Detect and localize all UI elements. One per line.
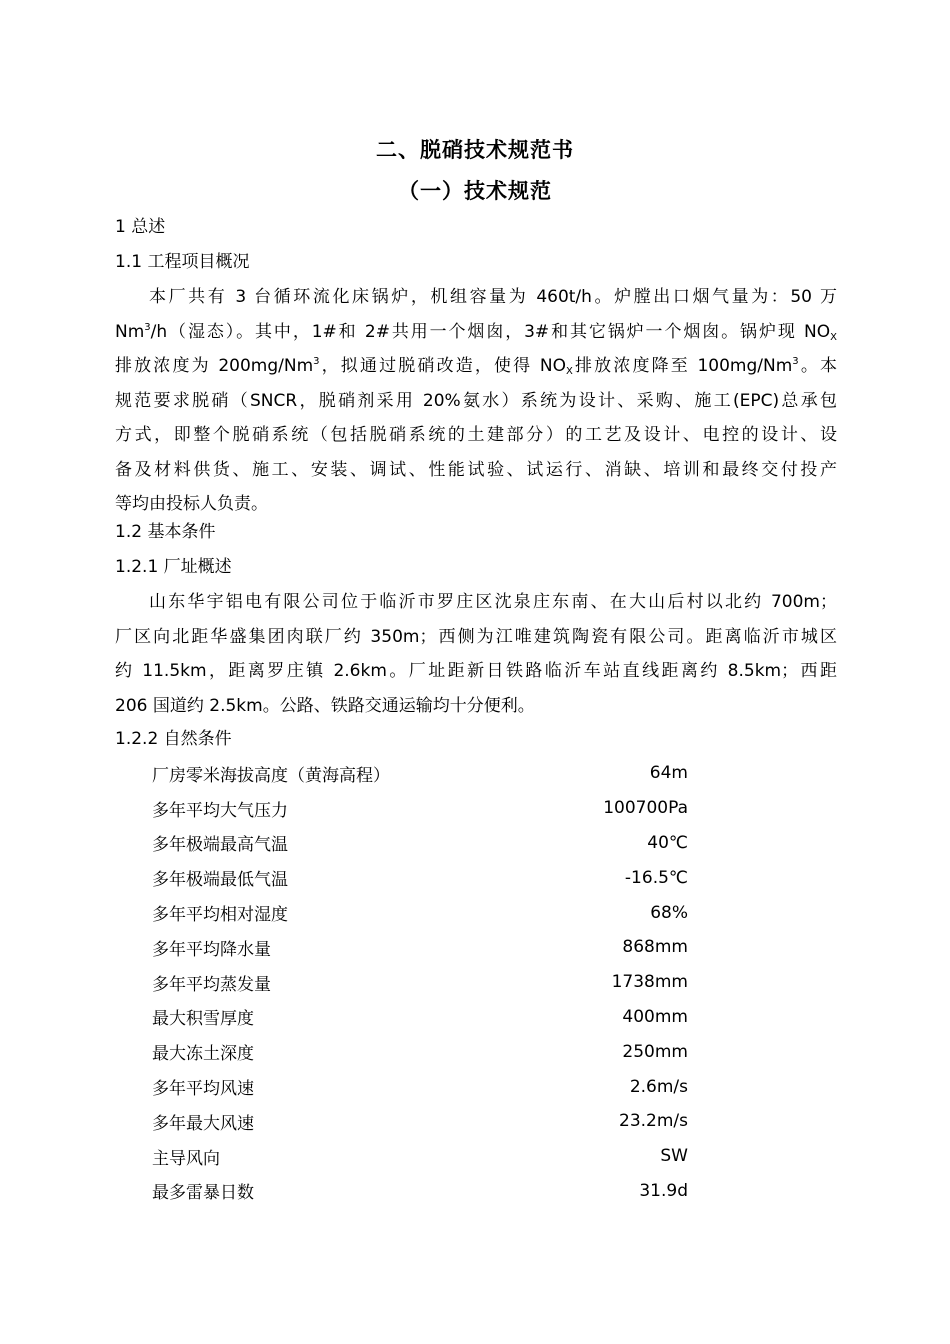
condition-value: 250mm bbox=[622, 1041, 688, 1062]
paragraph-line: 方式，即整个脱硝系统（包括脱硝系统的土建部分）的工艺及设计、电控的设计、设 bbox=[115, 425, 837, 445]
condition-value: SW bbox=[660, 1146, 688, 1167]
condition-value: 868mm bbox=[622, 937, 688, 958]
condition-row bbox=[152, 895, 688, 930]
condition-label: 多年平均降水量 bbox=[152, 939, 271, 960]
paragraph-line: 约 11.5km，距离罗庄镇 2.6km。厂址距新日铁路临沂车站直线距离约 8.5km；西距 bbox=[115, 661, 837, 681]
condition-label: 最大积雪厚度 bbox=[152, 1009, 254, 1030]
condition-value: 64m bbox=[649, 763, 688, 784]
condition-row bbox=[152, 1104, 688, 1139]
condition-label: 多年平均大气压力 bbox=[152, 800, 288, 821]
condition-row bbox=[152, 1000, 688, 1035]
paragraph-line: 厂区向北距华盛集团肉联厂约 350m；西侧为江唯建筑陶瓷有限公司。距离临沂市城区 bbox=[115, 626, 837, 647]
condition-row bbox=[152, 756, 688, 791]
condition-value: 400mm bbox=[622, 1006, 688, 1027]
paragraph-line: 山东华宇铝电有限公司位于临沂市罗庄区沈泉庄东南、在大山后村以北约 700m； bbox=[149, 592, 837, 612]
section-heading-1: 1 总述 bbox=[115, 217, 166, 237]
condition-value: 68% bbox=[650, 902, 688, 923]
condition-value: 40℃ bbox=[647, 832, 688, 853]
document-subtitle: （一）技术规范 bbox=[398, 179, 552, 203]
condition-label: 多年极端最低气温 bbox=[152, 870, 288, 891]
natural-conditions-table bbox=[152, 756, 688, 1208]
condition-value: 2.6m/s bbox=[629, 1076, 688, 1097]
condition-label: 多年平均蒸发量 bbox=[152, 974, 271, 995]
condition-value: 100700Pa bbox=[603, 798, 688, 819]
condition-row bbox=[152, 1069, 688, 1104]
condition-label: 主导风向 bbox=[152, 1148, 220, 1169]
condition-label: 多年平均风速 bbox=[152, 1079, 254, 1100]
condition-label: 多年最大风速 bbox=[152, 1113, 254, 1134]
condition-label: 厂房零米海拔高度（黄海高程） bbox=[152, 765, 390, 786]
condition-label: 最多雷暴日数 bbox=[152, 1183, 254, 1204]
condition-label: 最大冻土深度 bbox=[152, 1044, 254, 1065]
condition-row bbox=[152, 1174, 688, 1209]
condition-row bbox=[152, 791, 688, 826]
section-heading-1-2-1: 1.2.1 厂址概述 bbox=[115, 557, 232, 577]
paragraph-line: Nm$^3$/h（湿态）。其中，1#和 2#共用一个烟囱，3#和其它锅炉一个烟囱。锅炉现 $NO_X$ bbox=[115, 321, 837, 343]
condition-row bbox=[152, 826, 688, 861]
paragraph-line: 备及材料供货、施工、安装、调试、性能试验、试运行、消缺、培训和最终交付投产 bbox=[115, 459, 837, 480]
condition-row bbox=[152, 1034, 688, 1069]
condition-value: 31.9d bbox=[639, 1180, 688, 1201]
condition-row bbox=[152, 930, 688, 965]
condition-row bbox=[152, 860, 688, 895]
section-heading-1-1: 1.1 工程项目概况 bbox=[115, 252, 250, 272]
document-title: 二、脱硝技术规范书 bbox=[376, 138, 574, 162]
condition-label: 多年平均相对湿度 bbox=[152, 905, 288, 926]
site-overview-paragraph bbox=[115, 585, 837, 723]
condition-value: 1738mm bbox=[611, 972, 688, 993]
paragraph-line: 排放浓度为 200mg/Nm$^3$，拟通过脱硝改造，使得 $NO_X$排放浓度降至 100mg/Nm$^3$。本 bbox=[115, 356, 837, 377]
section-heading-1-2: 1.2 基本条件 bbox=[115, 522, 216, 542]
paragraph-line: 206 国道约 2.5km。公路、铁路交通运输均十分便利。 bbox=[115, 695, 535, 716]
condition-value: -16.5℃ bbox=[624, 867, 688, 888]
paragraph-line: 本厂共有 3 台循环流化床锅炉，机组容量为 460t/h。炉膛出口烟气量为：50 万 bbox=[149, 287, 837, 307]
paragraph-line: 规范要求脱硝（SNCR，脱硝剂采用 20%氨水）系统为设计、采购、施工(EPC)总承包 bbox=[115, 390, 837, 411]
project-overview-paragraph bbox=[115, 280, 837, 522]
paragraph-line: 等均由投标人负责。 bbox=[115, 494, 268, 514]
condition-value: 23.2m/s bbox=[619, 1111, 688, 1132]
section-heading-1-2-2: 1.2.2 自然条件 bbox=[115, 729, 232, 749]
condition-label: 多年极端最高气温 bbox=[152, 835, 288, 856]
condition-row bbox=[152, 965, 688, 1000]
condition-row bbox=[152, 1139, 688, 1174]
